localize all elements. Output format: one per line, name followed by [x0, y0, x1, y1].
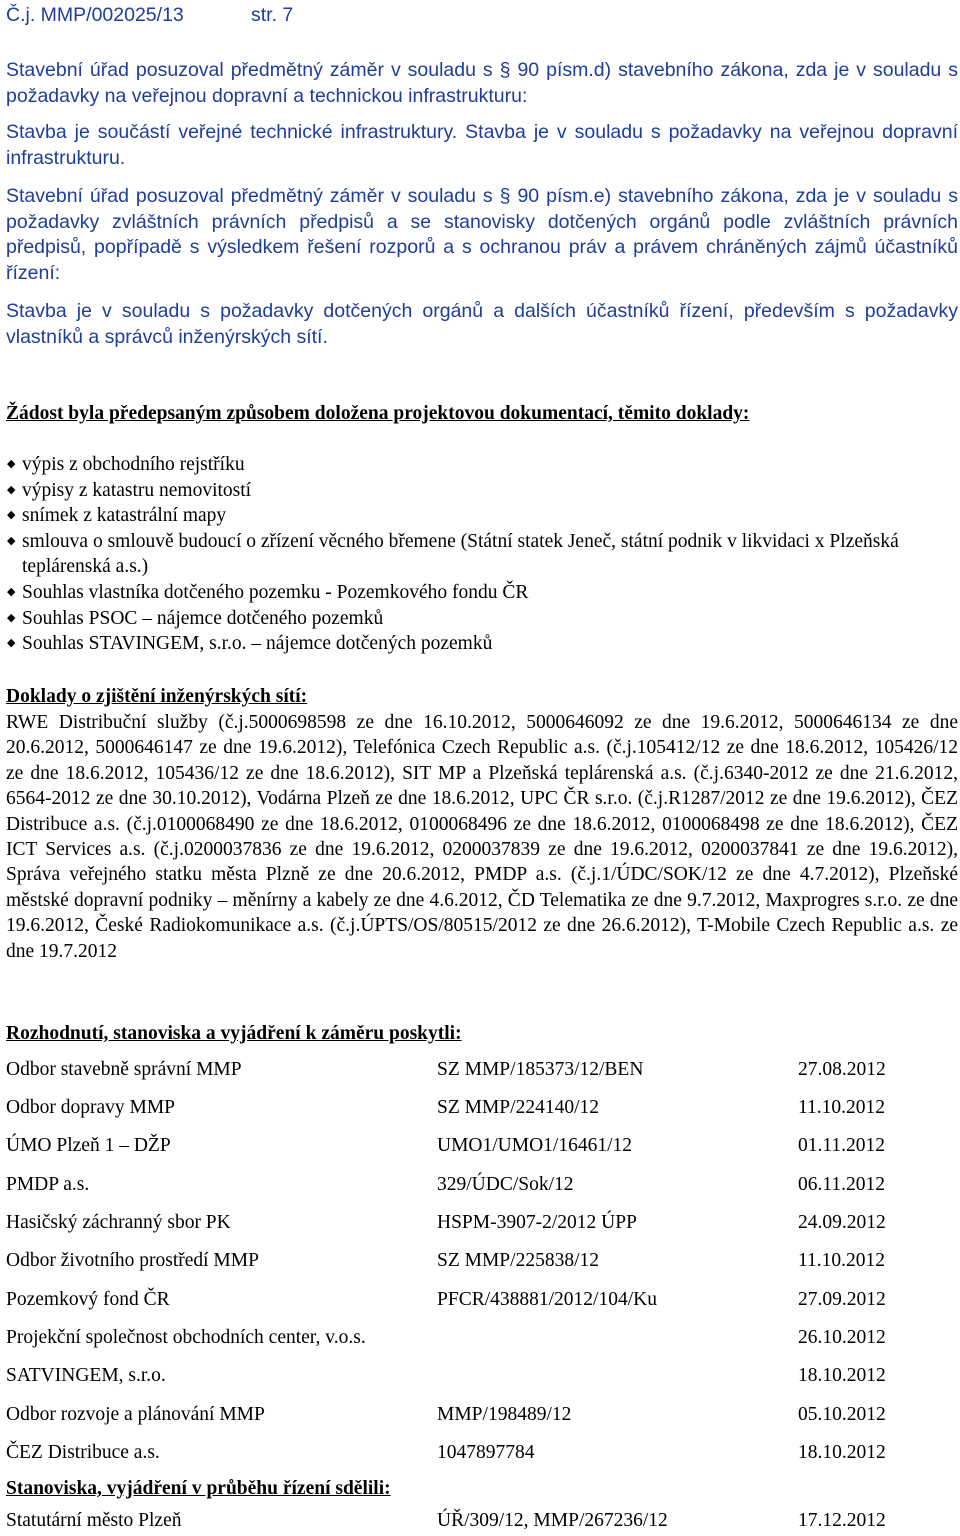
diamond-bullet-icon: ◆ — [7, 534, 16, 547]
networks-text: RWE Distribuční služby (č.j.5000698598 ze dne 16.10.2012, 5000646092 ze dne 19.6.2012, 5000646134 ze dne 20.6.2012, 5000646147 ze dne 19.6.2012), Telefónica Czech Republic a.s. (č.j.105412/12 ze dne 18.6.2012, 105426/12 ze dne 18.6.2012, 105436/12 ze dne 18.6.2012), SIT MP a Plzeňská teplárenská a.s. (č.j.6340-2012 ze dne 21.6.2012, 6564-2012 ze dne 30.10.2012), Vodárna Plzeň ze dne 18.6.2012, UPC ČR s.r.o. (č.j.R1287/2012 ze dne 19.6.2012), ČEZ Distribuce a.s. (č.j.0100068490 ze dne 18.6.2012, 0100068496 ze dne 18.6.2012, 0100068498 ze dne 18.6.2012), ČEZ ICT Services a.s. (č.j.0200037836 ze dne 19.6.2012, 0200037839 ze dne 19.6.2012, 0200037841 ze dne 19.6.2012), Správa veřejného statku města Plzně ze dne 20.6.2012, PMDP a.s. (č.j.1/ÚDC/SOK/12 ze dne 4.7.2012), Plzeňské městské dopravní podniky – měnírny a kabely ze dne 4.6.2012, ČD Telematika ze dne 9.7.2012, Maxprogres s.r.o. ze dne 19.6.2012, České Radiokomunikace a.s. (č.j.ÚPTS/OS/80515/2012 ze dne 26.6.2012), T-Mobile Czech Republic a.s. ze dne 19.7.2012 — [6, 712, 958, 962]
decisions-heading: Rozhodnutí, stanoviska a vyjádření k záměru poskytli: — [6, 1023, 462, 1044]
diamond-bullet-icon: ◆ — [7, 483, 16, 496]
list-item: ◆ snímek z katastrální mapy — [6, 503, 958, 529]
opinions-heading: Stanoviska, vyjádření v průběhu řízení sdělili: — [6, 1478, 391, 1499]
page-number: str. 7 — [251, 4, 294, 26]
list-item: ◆ Souhlas vlastníka dotčeného pozemku - Pozemkového fondu ČR — [6, 580, 958, 606]
diamond-bullet-icon: ◆ — [7, 585, 16, 598]
diamond-bullet-icon: ◆ — [7, 509, 16, 522]
document-reference: Č.j. MMP/002025/13 — [6, 4, 184, 26]
networks-heading: Doklady o zjištění inženýrských sítí: — [6, 686, 308, 707]
paragraph-special-regulations-result: Stavba je v souladu s požadavky dotčených orgánů a dalších účastníků řízení, především s požadavky vlastníků a správců inženýrských sítí. — [6, 300, 958, 348]
documents-list — [6, 452, 958, 657]
diamond-bullet-icon: ◆ — [7, 611, 16, 624]
paragraph-infrastructure-result: Stavba je součástí veřejné technické infrastruktury. Stavba je v souladu s požadavky na veřejnou dopravní infrastrukturu. — [6, 121, 958, 169]
page-header — [6, 3, 294, 27]
paragraph-infrastructure-assessment: Stavební úřad posuzoval předmětný záměr v souladu s § 90 písm.d) stavebního zákona, zda je v souladu s požadavky na veřejnou dopravní a technickou infrastrukturu: — [6, 59, 958, 107]
list-item: ◆ výpisy z katastru nemovitostí — [6, 478, 958, 504]
diamond-bullet-icon: ◆ — [7, 637, 16, 650]
list-item: ◆ výpis z obchodního rejstříku — [6, 452, 958, 478]
list-item: ◆ Souhlas STAVINGEM, s.r.o. – nájemce dotčených pozemků — [6, 631, 958, 657]
diamond-bullet-icon: ◆ — [7, 458, 16, 470]
list-item: ◆ Souhlas PSOC – nájemce dotčeného pozemků — [6, 606, 958, 632]
documents-heading: Žádost byla předepsaným způsobem doložena projektovou dokumentací, těmito doklady: — [6, 403, 750, 424]
list-item: ◆ smlouva o smlouvě budoucí o zřízení věcného břemene (Státní statek Jeneč, státní podnik v likvidaci x Plzeňská teplárenská a.s.) — [7, 530, 899, 578]
paragraph-special-regulations-assessment: Stavební úřad posuzoval předmětný záměr v souladu s § 90 písm.e) stavebního zákona, zda je v souladu s požadavky zvláštních právních předpisů a se stanovisky dotčených orgánů podle zvláštních právních předpisů, popřípadě s výsledkem řešení rozporů a s ochranou práv a právem chráněných zájmů účastníků řízení: — [6, 185, 958, 284]
